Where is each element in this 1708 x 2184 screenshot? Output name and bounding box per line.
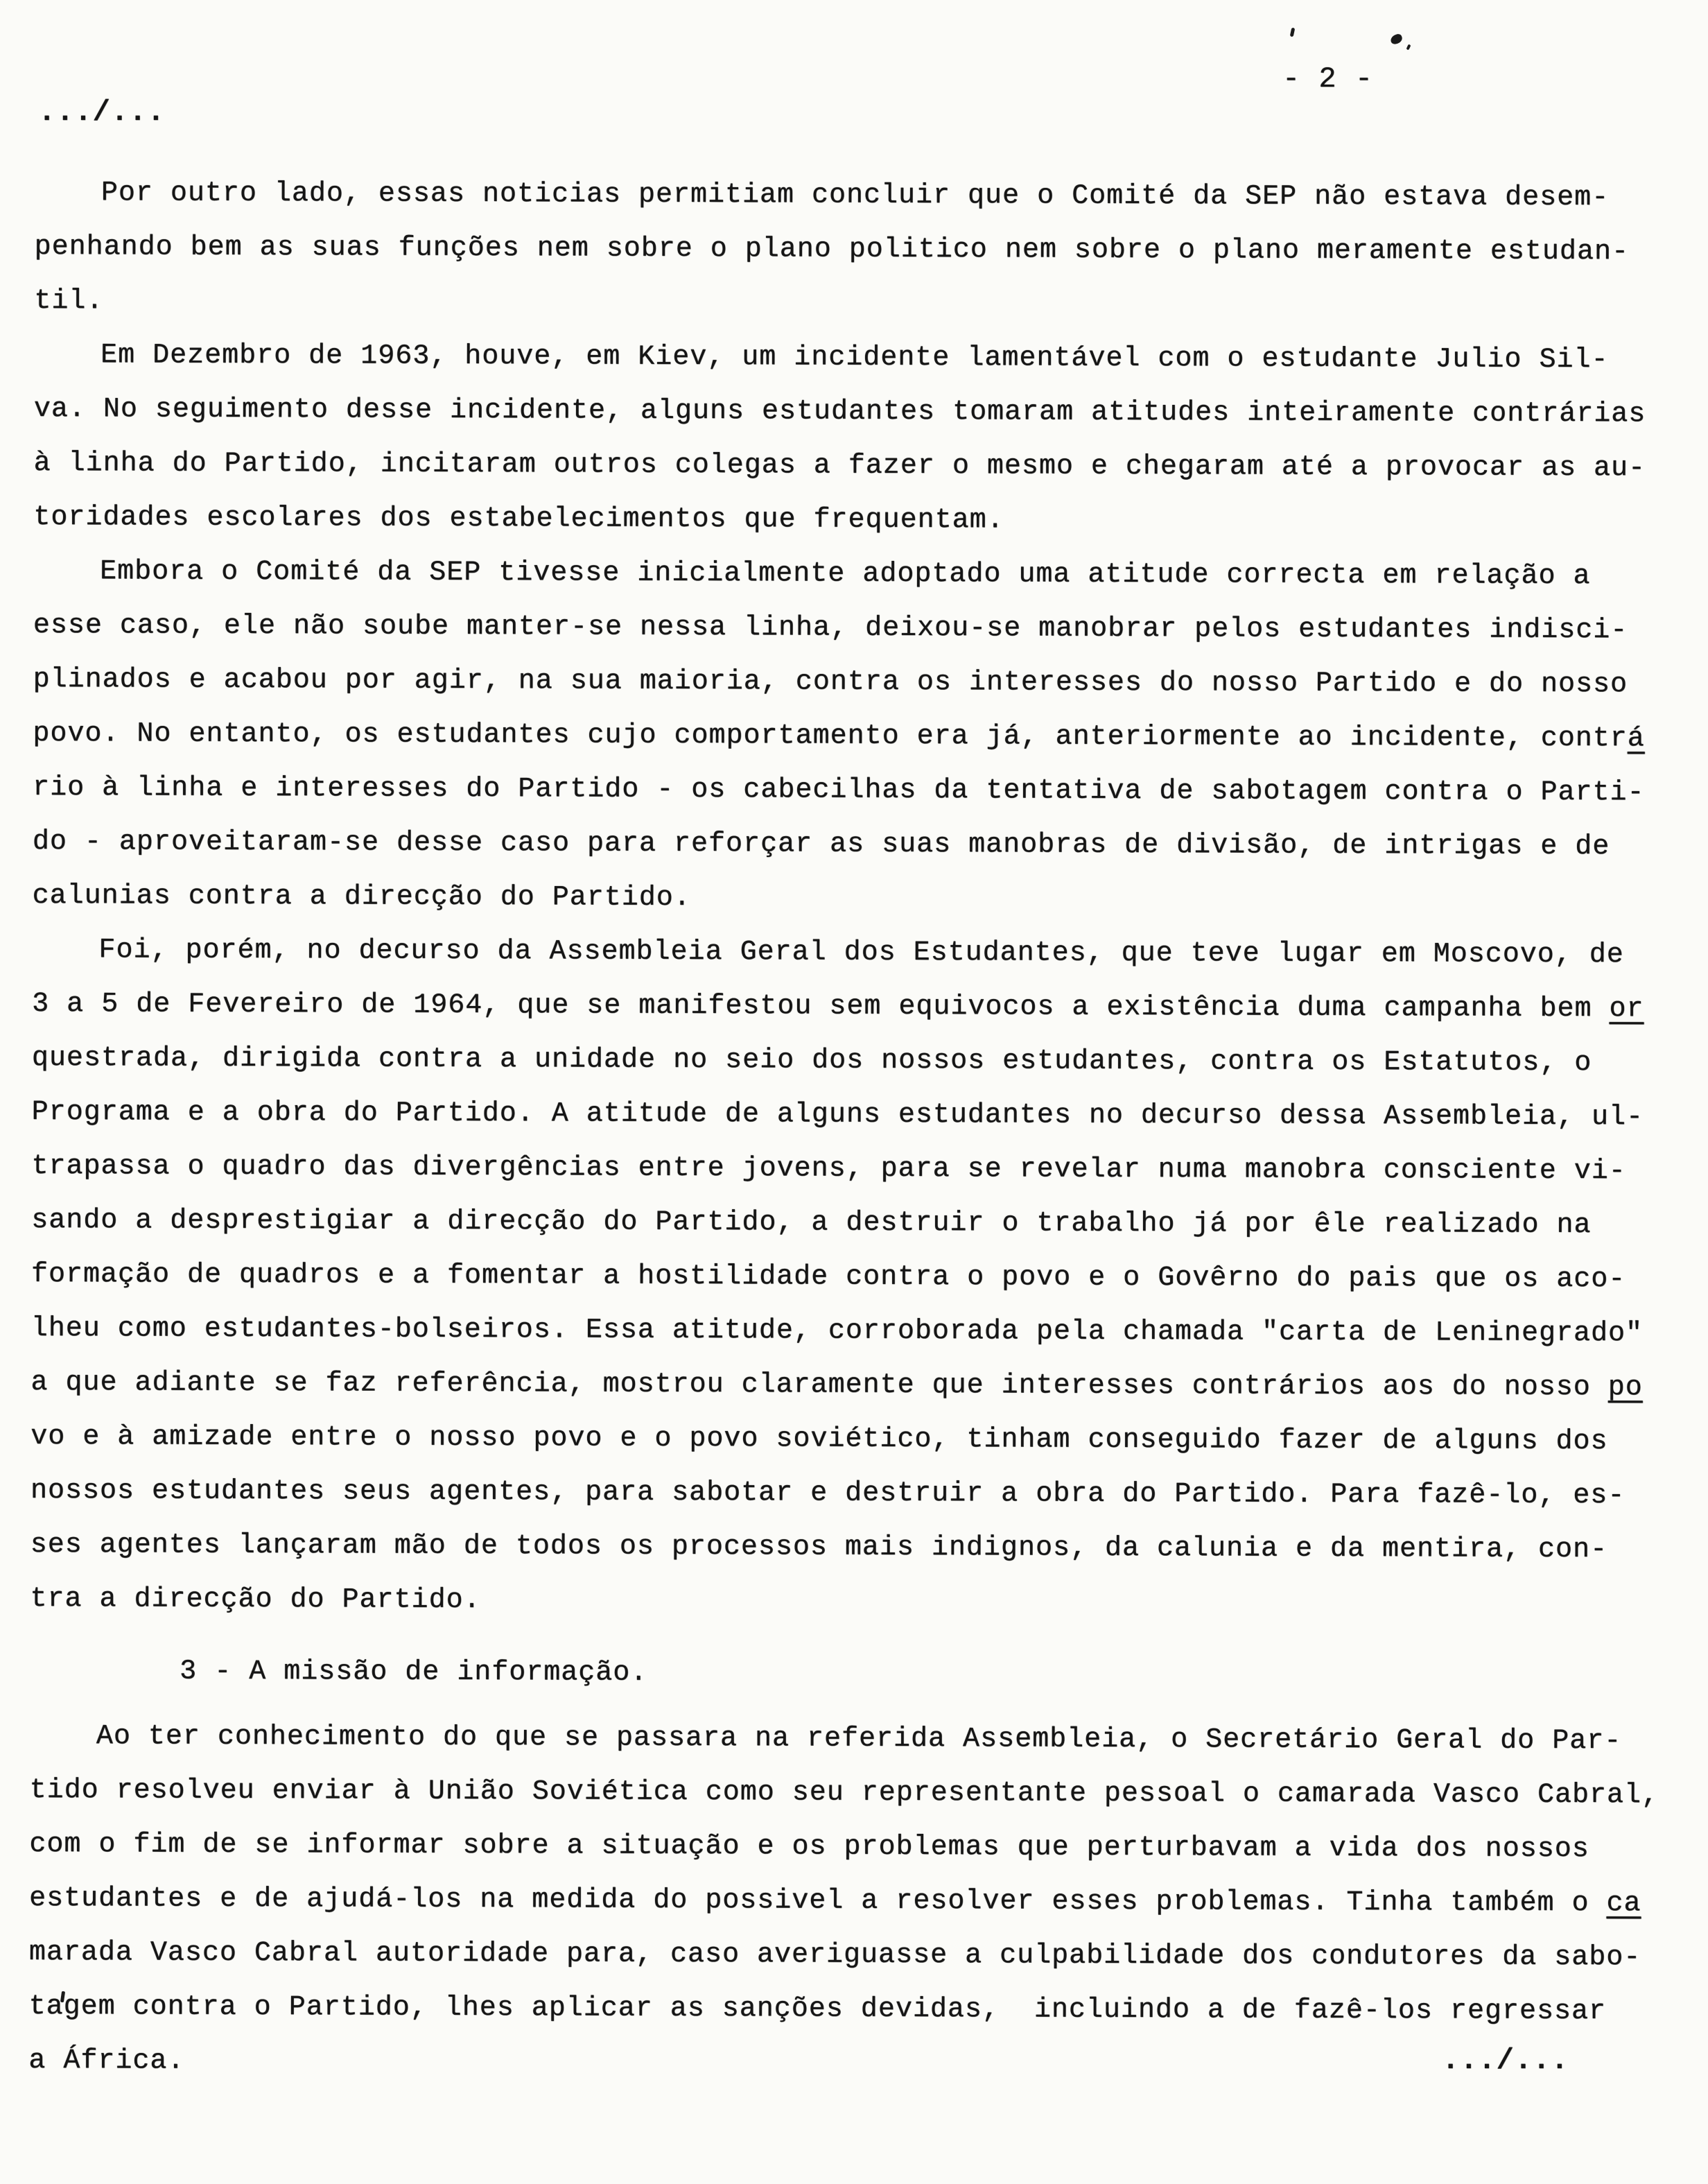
text-segment: sando a desprestigiar a direcção do Partido, a destruir o trabalho já por êle realizado na: [31, 1204, 1592, 1242]
text-segment: lheu como estudantes-bolseiros. Essa atitude, corroborada pela chamada "carta de Leninegrado": [31, 1312, 1644, 1350]
text-segment: Foi, porém, no decurso da Assembleia Geral dos Estudantes, que teve lugar em Moscovo, de: [98, 935, 1624, 971]
underlined-text: or: [1609, 994, 1644, 1025]
ink-speck: [1389, 33, 1403, 45]
text-line: [31, 1140, 1674, 1199]
text-segment: a que adiante se faz referência, mostrou claramente que interesses contrários aos do nosso: [31, 1367, 1608, 1404]
text-segment: esse caso, ele não soube manter-se nessa linha, deixou-se manobrar pelos estudantes indisci-: [33, 609, 1628, 647]
text-line: [32, 1086, 1675, 1145]
underlined-text: po: [1607, 1372, 1643, 1404]
text-segment: 3 a 5 de Fevereiro de 1964, que se manifestou sem equivocos a existência duma campanha bem: [32, 988, 1610, 1025]
heading-line: [30, 1645, 1673, 1704]
continuation-marker-bottom: .../...: [1442, 2044, 1569, 2077]
text-line: [33, 653, 1676, 712]
text-line: [28, 2034, 1671, 2093]
document-body: [28, 166, 1678, 2093]
paragraph-1: [34, 166, 1678, 333]
text-line: [35, 220, 1678, 279]
text-segment: questrada, dirigida contra a unidade no seio dos nossos estudantes, contra os Estatutos, o: [31, 1042, 1592, 1080]
text-line: [31, 1356, 1673, 1415]
text-segment: Em Dezembro de 1963, houve, em Kiev, um incidente lamentável com o estudante Julio Sil-: [101, 340, 1609, 376]
text-segment: à linha do Partido, incitaram outros colegas a fazer o mesmo e chegaram até a provocar as au-: [33, 447, 1646, 485]
text-line: [29, 1980, 1672, 2039]
text-segment: trapassa o quadro das divergências entre jovens, para se revelar numa manobra consciente vi-: [31, 1150, 1626, 1188]
text-segment: formação de quadros e a fomentar a hostilidade contra o povo e o Govêrno do pais que os aco-: [31, 1258, 1626, 1296]
text-segment: a África.: [28, 2045, 185, 2077]
text-segment: rio à linha e interesses do Partido - os cabecilhas da tentativa de sabotagem contra o Parti-: [33, 772, 1645, 809]
text-line: [33, 761, 1675, 820]
text-line: [31, 1518, 1673, 1577]
text-segment: Ao ter conhecimento do que se passara na referida Assembleia, o Secretário Geral do Par-: [96, 1721, 1622, 1758]
text-line: [34, 383, 1677, 442]
text-segment: 3 - A missão de informação.: [180, 1656, 648, 1689]
paragraph-3: [33, 545, 1677, 928]
text-line: [30, 1572, 1673, 1631]
text-segment: toridades escolares dos estabelecimentos que frequentam.: [33, 501, 1004, 537]
text-line: [31, 1464, 1673, 1523]
text-line: [32, 978, 1675, 1037]
text-segment: Embora o Comité da SEP tivesse inicialmente adoptado uma atitude correcta em relação a: [100, 556, 1591, 593]
text-segment: Por outro lado, essas noticias permitiam concluir que o Comité da SEP não estava desem-: [101, 177, 1610, 214]
section-heading: [30, 1645, 1673, 1704]
text-line: [35, 166, 1678, 225]
text-segment: marada Vasco Cabral autoridade para, caso averiguasse a culpabilidade dos condutores da sabo-: [28, 1936, 1641, 1974]
text-line: [31, 1194, 1674, 1253]
text-line: [32, 1032, 1675, 1091]
text-segment: penhando bem as suas funções nem sobre o plano politico nem sobre o plano meramente estudan-: [34, 231, 1630, 268]
text-line: [34, 437, 1677, 496]
underlined-text: á: [1627, 723, 1645, 755]
text-line: [34, 275, 1677, 333]
paragraph-5: [28, 1710, 1673, 2093]
underlined-text: ca: [1606, 1888, 1641, 1920]
text-line: [31, 1410, 1673, 1469]
text-segment: com o fim de se informar sobre a situação e os problemas que perturbavam a vida dos nossos: [29, 1828, 1589, 1866]
text-segment: tido resolveu enviar à União Soviética como seu representante pessoal o camarada Vasco Cabral,: [29, 1774, 1659, 1812]
text-segment: do - aproveitaram-se desse caso para reforçar as suas manobras de divisão, de intrigas e de: [32, 826, 1610, 863]
text-line: [31, 1302, 1674, 1361]
text-line: [33, 545, 1676, 604]
ink-speck: [1406, 44, 1411, 51]
paragraph-4: [30, 924, 1675, 1631]
ink-speck: [1290, 28, 1296, 37]
text-segment: tra a direcção do Partido.: [30, 1583, 481, 1617]
continuation-marker-top: .../...: [38, 96, 166, 129]
text-line: [33, 869, 1675, 928]
text-segment: nossos estudantes seus agentes, para sabotar e destruir a obra do Partido. Para fazê-lo, es-: [30, 1475, 1626, 1512]
text-line: [30, 1710, 1673, 1769]
text-line: [33, 815, 1675, 874]
text-segment: tagem contra o Partido, lhes aplicar as sanções devidas, incluindo a de fazê-los regressar: [28, 1991, 1607, 2028]
text-line: [33, 707, 1675, 766]
text-line: [32, 924, 1675, 982]
text-segment: plinados e acabou por agir, na sua maioria, contra os interesses do nosso Partido e do nosso: [33, 664, 1628, 701]
text-line: [33, 491, 1676, 550]
text-segment: ses agentes lançaram mão de todos os processos mais indignos, da calunia e da mentira, con-: [30, 1529, 1608, 1566]
page-number: - 2 -: [1282, 62, 1374, 96]
text-segment: povo. No entanto, os estudantes cujo comportamento era já, anteriormente ao incidente, contr: [33, 718, 1628, 755]
text-line: [29, 1818, 1672, 1877]
paragraph-2: [33, 329, 1677, 550]
text-line: [30, 1764, 1673, 1823]
text-segment: calunias contra a direcção do Partido.: [32, 880, 691, 914]
text-line: [33, 599, 1676, 658]
text-segment: va. No seguimento desse incidente, alguns estudantes tomaram atitudes inteiramente contrárias: [33, 393, 1646, 431]
text-line: [31, 1248, 1674, 1307]
text-segment: Programa e a obra do Partido. A atitude de alguns estudantes no decurso dessa Assembleia, ul-: [31, 1096, 1644, 1134]
text-line: [34, 329, 1677, 388]
text-segment: estudantes e de ajudá-los na medida do possivel a resolver esses problemas. Tinha também o: [29, 1882, 1607, 1920]
text-line: [29, 1872, 1672, 1931]
text-line: [29, 1926, 1672, 1985]
text-segment: vo e à amizade entre o nosso povo e o povo soviético, tinham conseguido fazer de alguns dos: [31, 1421, 1608, 1458]
text-segment: til.: [34, 285, 104, 318]
